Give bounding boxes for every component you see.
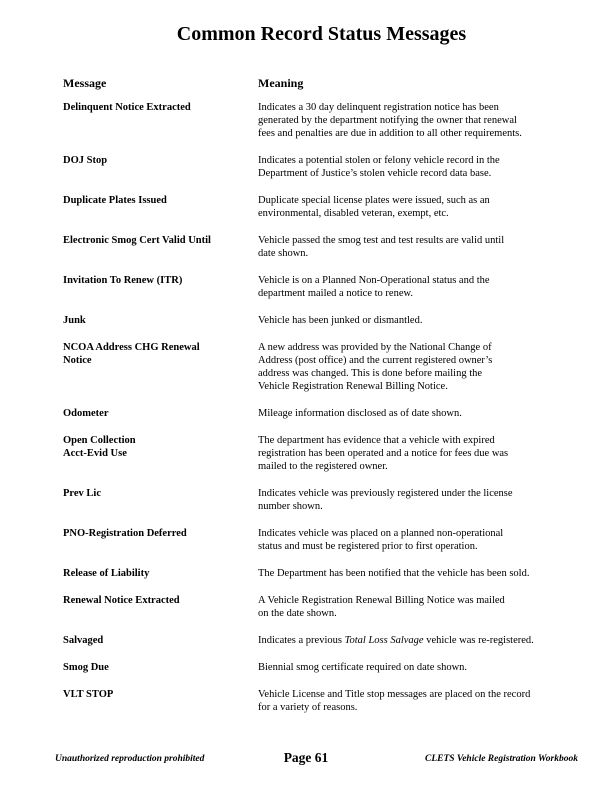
meaning-text: Indicates a previous	[258, 635, 345, 646]
column-header-meaning: Meaning	[258, 76, 304, 90]
table-row	[63, 341, 580, 393]
table-row	[63, 314, 580, 327]
meaning-cell	[258, 634, 580, 647]
column-header-message: Message	[63, 76, 107, 90]
table-row	[63, 634, 580, 647]
message-cell: VLT STOP	[63, 689, 114, 700]
meaning-cell: Indicates vehicle was placed on a planned non-operational status and must be registered prior to first operation.	[258, 528, 504, 552]
message-cell: Salvaged	[63, 635, 104, 646]
table-row	[63, 274, 580, 300]
meaning-cell: Biennial smog certificate required on date shown.	[258, 662, 468, 673]
page-title: Common Record Status Messages	[176, 23, 467, 45]
table-row	[63, 688, 580, 714]
meaning-cell: Indicates a potential stolen or felony vehicle record in the Department of Justice’s stolen vehicle record data base.	[258, 155, 500, 179]
table-row	[63, 567, 580, 580]
meaning-cell: Indicates a 30 day delinquent registration notice has been generated by the department notifying the owner that renewal fees and penalties are due in addition to all other requirements.	[258, 102, 522, 139]
table-row	[63, 154, 580, 180]
meaning-cell: Vehicle License and Title stop messages are placed on the record for a variety of reasons.	[258, 689, 531, 713]
table-row	[63, 194, 580, 220]
meaning-italic-phrase: Total Loss Salvage	[344, 635, 424, 646]
message-cell: NCOA Address CHG Renewal Notice	[63, 342, 200, 366]
meaning-cell: Mileage information disclosed as of date shown.	[258, 408, 462, 419]
message-cell: Electronic Smog Cert Valid Until	[63, 235, 211, 246]
message-cell: Duplicate Plates Issued	[63, 195, 167, 206]
meaning-cell: Indicates vehicle was previously registered under the license number shown.	[258, 488, 513, 512]
table-row	[63, 407, 580, 420]
meaning-cell: Vehicle passed the smog test and test results are valid until date shown.	[258, 235, 505, 259]
meaning-cell: A new address was provided by the National Change of Address (post office) and the current registered owner’s address was changed. This is done before mailing the Vehicle Registration Renewal Billing Notice.	[258, 342, 493, 392]
page-number: Page 61	[283, 750, 329, 765]
meaning-cell: The department has evidence that a vehicle with expired registration has been operated and a notice for fees due was mailed to the registered owner.	[258, 435, 509, 472]
message-cell: Invitation To Renew (ITR)	[63, 275, 183, 286]
meaning-text: vehicle was re-registered.	[423, 635, 534, 646]
footer-copyright-note: Unauthorized reproduction prohibited	[55, 754, 205, 764]
table-row	[63, 661, 580, 674]
table-header-row	[63, 76, 580, 91]
message-cell: PNO-Registration Deferred	[63, 528, 187, 539]
message-cell: Junk	[63, 315, 86, 326]
table-row	[63, 434, 580, 473]
meaning-cell: The Department has been notified that the vehicle has been sold.	[258, 568, 530, 579]
message-cell: Release of Liability	[63, 568, 150, 579]
meaning-cell: A Vehicle Registration Renewal Billing Notice was mailed on the date shown.	[258, 595, 505, 619]
message-cell: Prev Lic	[63, 488, 102, 499]
page-footer	[0, 750, 612, 768]
footer-workbook-title: CLETS Vehicle Registration Workbook	[425, 754, 578, 764]
message-cell: Odometer	[63, 408, 109, 419]
message-cell: Renewal Notice Extracted	[63, 595, 180, 606]
message-cell: Smog Due	[63, 662, 109, 673]
table-row	[63, 234, 580, 260]
table-row	[63, 527, 580, 553]
meaning-cell: Vehicle is on a Planned Non-Operational status and the department mailed a notice to renew.	[258, 275, 490, 299]
message-cell: Delinquent Notice Extracted	[63, 102, 191, 113]
table-row	[63, 101, 580, 140]
message-cell: DOJ Stop	[63, 155, 108, 166]
table-row	[63, 487, 580, 513]
meaning-cell: Duplicate special license plates were issued, such as an environmental, disabled veteran, exempt, etc.	[258, 195, 490, 219]
meaning-cell: Vehicle has been junked or dismantled.	[258, 315, 423, 326]
message-cell: Open Collection Acct-Evid Use	[63, 435, 136, 459]
table-row	[63, 594, 580, 620]
